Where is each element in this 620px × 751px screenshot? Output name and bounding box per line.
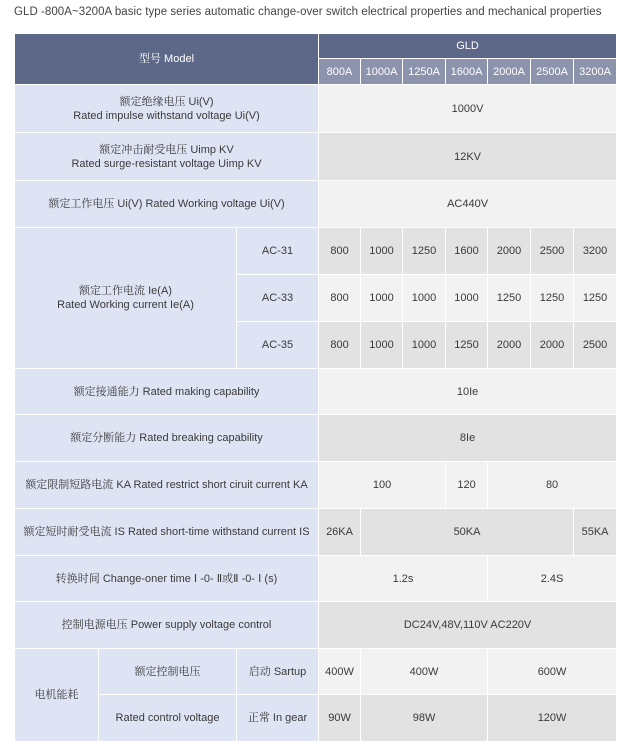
value-cell: 1000: [361, 322, 403, 369]
row-label: [15, 85, 319, 133]
row-label: [15, 133, 319, 181]
rating-header: 1600A: [446, 59, 488, 85]
row-label: 额定接通能力 Rated making capability: [15, 369, 319, 415]
rating-header: 2000A: [488, 59, 531, 85]
row-label: 额定短时耐受电流 IS Rated short-time withstand current IS: [15, 509, 319, 556]
value-cell: 1000: [361, 228, 403, 275]
label-cn: 额定绝缘电压 Ui(V): [119, 95, 214, 108]
value-cell: 80: [488, 462, 617, 509]
table-row: [15, 181, 617, 228]
value-cell: 3200: [574, 228, 617, 275]
value-cell: 12KV: [319, 133, 617, 181]
value-cell: 800: [319, 228, 361, 275]
sub-label: 额定控制电压: [99, 649, 237, 695]
value-cell: 10Ie: [319, 369, 617, 415]
value-cell: 2000: [488, 322, 531, 369]
rating-header: 1000A: [361, 59, 403, 85]
value-cell: 1600: [446, 228, 488, 275]
sub-label: Rated control voltage: [99, 695, 237, 742]
table-row: [15, 695, 617, 742]
table-row: [15, 228, 617, 275]
rating-header: 1250A: [403, 59, 446, 85]
rating-header: 800A: [319, 59, 361, 85]
mode-label: 启动 Sartup: [237, 649, 319, 695]
table-row: [15, 133, 617, 181]
row-label: 控制电源电压 Power supply voltage control: [15, 602, 319, 649]
value-cell: 1000: [361, 275, 403, 322]
row-label: 转换时间 Change-oner time Ⅰ -0- Ⅱ或Ⅱ -0- Ⅰ (s): [15, 556, 319, 602]
rating-header: 3200A: [574, 59, 617, 85]
value-cell: 98W: [361, 695, 488, 742]
value-cell: 1250: [531, 275, 574, 322]
label-en: Rated Working current Ie(A): [57, 299, 194, 311]
value-cell: 1000V: [319, 85, 617, 133]
label-cn: 额定工作电流 Ie(A): [79, 285, 172, 297]
value-cell: 2500: [574, 322, 617, 369]
value-cell: 2500: [531, 228, 574, 275]
value-cell: 2000: [531, 322, 574, 369]
value-cell: DC24V,48V,110V AC220V: [319, 602, 617, 649]
value-cell: 400W: [319, 649, 361, 695]
value-cell: 55KA: [574, 509, 617, 556]
table-row: [15, 602, 617, 649]
series-header: GLD: [319, 34, 617, 59]
label-cn: 额定冲击耐受电压 Uimp KV: [99, 143, 234, 156]
row-label: 额定分断能力 Rated breaking capability: [15, 415, 319, 462]
table-row: [15, 462, 617, 509]
value-cell: 120: [446, 462, 488, 509]
mode-label: 正常 In gear: [237, 695, 319, 742]
value-cell: 1000: [403, 275, 446, 322]
value-cell: 2000: [488, 228, 531, 275]
value-cell: 1.2s: [319, 556, 488, 602]
value-cell: 800: [319, 275, 361, 322]
value-cell: 8Ie: [319, 415, 617, 462]
value-cell: 50KA: [361, 509, 574, 556]
category-label: AC-31: [237, 228, 319, 275]
table-row: [15, 556, 617, 602]
value-cell: AC440V: [319, 181, 617, 228]
value-cell: 1000: [403, 322, 446, 369]
properties-table: [14, 33, 617, 742]
value-cell: 90W: [319, 695, 361, 742]
value-cell: 1250: [488, 275, 531, 322]
rating-header: 2500A: [531, 59, 574, 85]
table-row: [15, 415, 617, 462]
value-cell: 600W: [488, 649, 617, 695]
group-label: 电机能耗: [15, 649, 99, 742]
table-row: [15, 369, 617, 415]
value-cell: 120W: [488, 695, 617, 742]
category-label: AC-35: [237, 322, 319, 369]
table-row: [15, 649, 617, 695]
page-title: GLD -800A~3200A basic type series automatic change-over switch electrical properties and mechanical properties: [14, 6, 602, 18]
value-cell: 26KA: [319, 509, 361, 556]
label-en: Rated impulse withstand voltage Ui(V): [73, 109, 260, 122]
table-row: [15, 85, 617, 133]
header-row: [15, 34, 617, 59]
value-cell: 1000: [446, 275, 488, 322]
value-cell: 400W: [361, 649, 488, 695]
value-cell: 800: [319, 322, 361, 369]
value-cell: 1250: [446, 322, 488, 369]
value-cell: 1250: [574, 275, 617, 322]
row-label: 额定工作电压 Ui(V) Rated Working voltage Ui(V): [15, 181, 319, 228]
row-label: [15, 228, 237, 369]
label-en: Rated surge-resistant voltage Uimp KV: [71, 157, 262, 170]
row-label: 额定限制短路电流 KA Rated restrict short ciruit current KA: [15, 462, 319, 509]
category-label: AC-33: [237, 275, 319, 322]
table-row: [15, 509, 617, 556]
value-cell: 100: [319, 462, 446, 509]
value-cell: 1250: [403, 228, 446, 275]
value-cell: 2.4S: [488, 556, 617, 602]
model-header: 型号 Model: [15, 34, 319, 85]
